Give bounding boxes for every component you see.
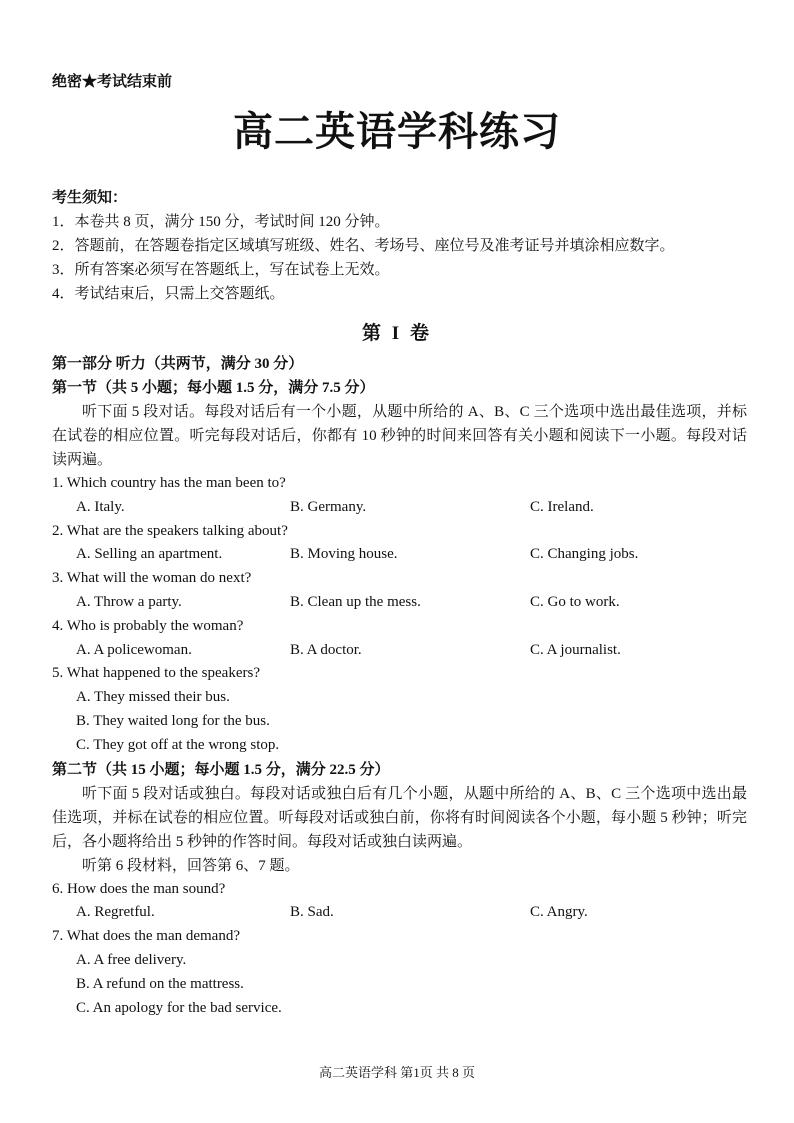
option-a: A. They missed their bus.: [76, 689, 230, 706]
section1-instructions: 听下面 5 段对话。每段对话后有一个小题，从题中所给的 A、B、C 三个选项中选出最佳选项，并标在试卷的相应位置。听完每段对话后，你都有 10 秒钟的时间来回答有关小题和阅读下一小题。每段对话读两遍。: [52, 404, 747, 468]
question-options: [52, 496, 747, 520]
question-stem: 1. Which country has the man been to?: [52, 475, 286, 491]
section2-instructions: 听下面 5 段对话或独白。每段对话或独白后有几个小题，从题中所给的 A、B、C 三个选项中选出最佳选项，并标在试卷的相应位置。听每段对话或独白前，你将有时间阅读各个小题，每小题 5 秒钟；听完后，各小题将给出 5 秒钟的作答时间。每段对话或独白读两遍。: [52, 785, 747, 850]
option-a: A. A free delivery.: [76, 951, 187, 968]
option-b: B. Moving house.: [290, 546, 398, 563]
option-c: C. Ireland.: [530, 498, 594, 515]
option-b: B. Clean up the mess.: [290, 593, 421, 610]
notice-item: 3．所有答案必须写在答题纸上，写在试卷上无效。: [52, 262, 390, 278]
part1-heading: 第一部分 听力（共两节，满分 30 分）: [52, 356, 304, 372]
option-b: B. They waited long for the bus.: [76, 712, 270, 729]
option-a: A. A policewoman.: [76, 641, 192, 658]
question-options: [52, 901, 747, 925]
option-a: A. Italy.: [76, 498, 125, 515]
notice-heading: 考生须知：: [52, 190, 128, 206]
question-stem: 2. What are the speakers talking about?: [52, 522, 288, 539]
notice-block: [52, 186, 747, 306]
notice-item: 1．本卷共 8 页，满分 150 分，考试时间 120 分钟。: [52, 214, 390, 230]
option-b: B. A refund on the mattress.: [76, 975, 244, 992]
confidential-label: 绝密★考试结束前: [52, 74, 173, 90]
material-note: 听第 6 段材料，回答第 6、7 题。: [82, 857, 300, 874]
notice-item: 4．考试结束后，只需上交答题纸。: [52, 286, 285, 302]
question-stem: 4. Who is probably the woman?: [52, 617, 244, 634]
section1-heading: 第一节（共 5 小题；每小题 1.5 分，满分 7.5 分）: [52, 380, 375, 396]
option-a: A. Throw a party.: [76, 593, 182, 610]
notice-item: 2．答题前，在答题卷指定区域填写班级、姓名、考场号、座位号及准考证号并填涂相应数字。: [52, 238, 675, 254]
option-b: B. A doctor.: [290, 641, 362, 658]
question-stem: 7. What does the man demand?: [52, 928, 240, 945]
part1-block: [52, 352, 747, 1020]
question-options: [52, 639, 747, 663]
question-stem: 6. How does the man sound?: [52, 880, 226, 897]
option-c: C. They got off at the wrong stop.: [76, 736, 280, 753]
question-stem: 5. What happened to the speakers?: [52, 665, 260, 682]
page-title: 高二英语学科练习: [233, 109, 561, 154]
question-options: [52, 543, 747, 567]
option-a: A. Selling an apartment.: [76, 546, 223, 563]
question-stem: 3. What will the woman do next?: [52, 570, 252, 587]
option-c: C. Angry.: [530, 904, 588, 921]
question-options: [52, 591, 747, 615]
option-b: B. Germany.: [290, 498, 367, 515]
section2-heading: 第二节（共 15 小题；每小题 1.5 分，满分 22.5 分）: [52, 761, 390, 778]
option-b: B. Sad.: [290, 904, 334, 921]
option-c: C. Go to work.: [530, 593, 620, 610]
page-footer: 高二英语学科 第1页 共 8 页: [318, 1065, 475, 1080]
option-c: C. An apology for the bad service.: [76, 999, 282, 1016]
option-a: A. Regretful.: [76, 904, 155, 921]
option-c: C. Changing jobs.: [530, 546, 639, 563]
volume-title: 第 I 卷: [362, 323, 432, 344]
option-c: C. A journalist.: [530, 641, 621, 658]
